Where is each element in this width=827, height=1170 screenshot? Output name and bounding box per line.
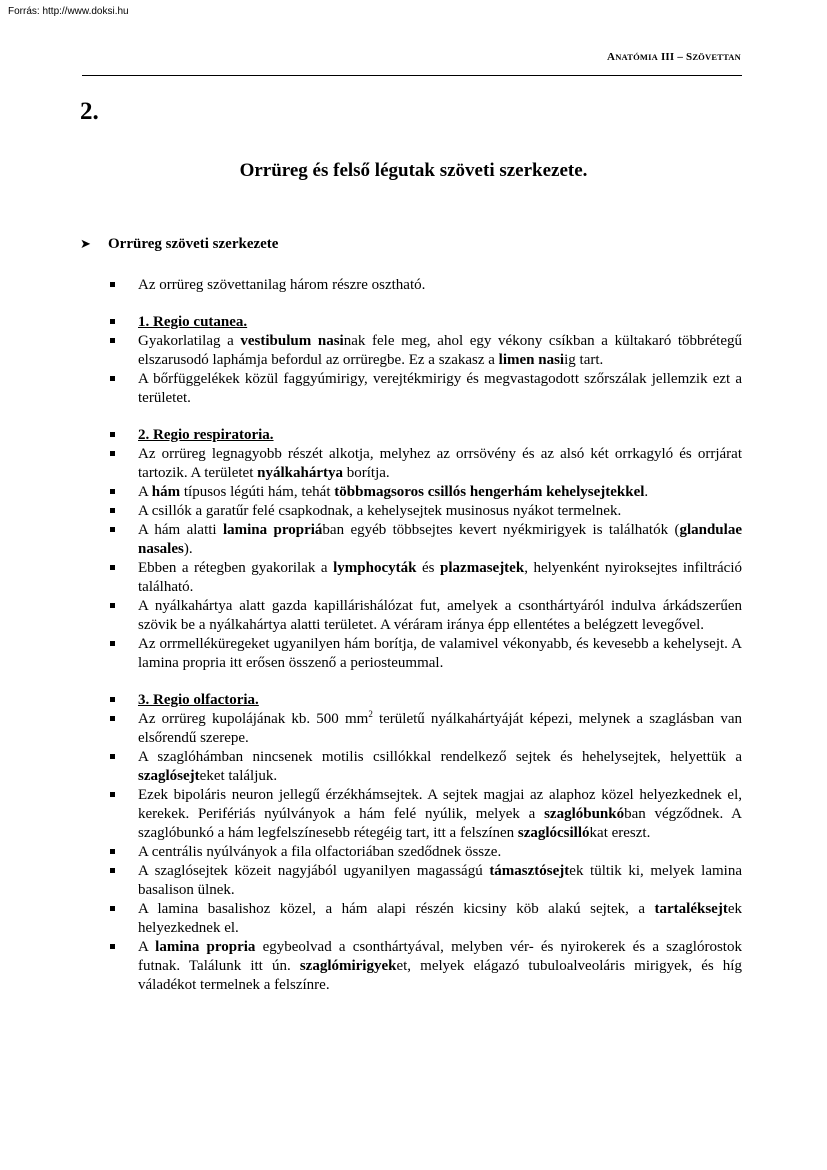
list-item: Az orrmelléküregeket ugyanilyen hám borítja, de valamivel vékonyabb, és kevesebb a kehelysejt. A lamina propria itt erősen összenő a periosteummal. — [110, 635, 742, 673]
list-item: Az orrüreg legnagyobb részét alkotja, melyhez az orrsövény és az alsó két orrkagyló és orrjárat tartozik. A területet nyálkahártya borítja. — [110, 445, 742, 483]
square-bullet-icon — [110, 376, 115, 381]
square-bullet-icon — [110, 527, 115, 532]
square-bullet-icon — [110, 432, 115, 437]
square-bullet-icon — [110, 338, 115, 343]
square-bullet-icon — [110, 451, 115, 456]
square-bullet-icon — [110, 792, 115, 797]
list-item: A nyálkahártya alatt gazda kapillárishálózat fut, amelyek a csonthártyáról indulva árkádszerűen szövik be a nyálkahártya alatti területet. A véráram iránya épp ellentétes a belégzett levegővel. — [110, 597, 742, 635]
list-item: A hám alatti lamina propriában egyéb többsejtes kevert nyékmirigyek is találhatók (glandulae nasales). — [110, 521, 742, 559]
square-bullet-icon — [110, 508, 115, 513]
list-item: Ezek bipoláris neuron jellegű érzékhámsejtek. A sejtek magjai az alaphoz közel helyezkednek el, kerekek. Perifériás nyúlványok a hám felé nyúlik, melyek a szaglóbunkóban végződnek. A szaglóbunkó a hám legfelszínesebb rétegéig tart, itt a felszínen szaglócsillókat ereszt. — [110, 786, 742, 843]
section-heading: ➤ Orrüreg szöveti szerkezete — [80, 236, 279, 252]
list-item: A centrális nyúlványok a fila olfactoriában szedődnek össze. — [110, 843, 742, 862]
square-bullet-icon — [110, 716, 115, 721]
list-item: A csillók a garatűr felé csapkodnak, a kehelysejtek musinosus nyákot termelnek. — [110, 502, 742, 521]
running-header: ANATÓMIA III – SZÖVETTAN — [607, 51, 741, 63]
list-item: A hám típusos légúti hám, tehát többmagsoros csillós hengerhám kehelysejtekkel. — [110, 483, 742, 502]
arrow-bullet-icon: ➤ — [80, 236, 91, 251]
square-bullet-icon — [110, 849, 115, 854]
source-note: Forrás: http://www.doksi.hu — [8, 6, 129, 17]
list-item: Gyakorlatilag a vestibulum nasinak fele meg, ahol egy vékony csíkban a kültakaró többrétegű elszarusodó laphámja befordul az orrüregbe. Ez a szakasz a limen nasiig tart. — [110, 332, 742, 370]
page-title: Orrüreg és felső légutak szöveti szerkezete. — [239, 160, 588, 181]
square-bullet-icon — [110, 697, 115, 702]
list-item: A szaglóhámban nincsenek motilis csillókkal rendelkező sejtek és hehelysejtek, helyettük a szaglósejteket találjuk. — [110, 748, 742, 786]
square-bullet-icon — [110, 282, 115, 287]
square-bullet-icon — [110, 868, 115, 873]
square-bullet-icon — [110, 754, 115, 759]
list-item-heading: 3. Regio olfactoria. — [110, 691, 742, 710]
square-bullet-icon — [110, 319, 115, 324]
square-bullet-icon — [110, 565, 115, 570]
list-item-heading: 2. Regio respiratoria. — [110, 426, 742, 445]
chapter-number: 2. — [80, 98, 99, 125]
list-item: A bőrfüggelékek közül faggyúmirigy, verejtékmirigy és megvastagodott szőrszálak jellemzik ezt a területet. — [110, 370, 742, 408]
header-rule — [82, 75, 742, 76]
list-item-heading: 1. Regio cutanea. — [110, 313, 742, 332]
square-bullet-icon — [110, 944, 115, 949]
list-item: A szaglósejtek közeit nagyjából ugyanilyen magasságú támasztósejtek tültik ki, melyek lamina basalison ülnek. — [110, 862, 742, 900]
list-item: Az orrüreg szövettanilag három részre osztható. — [110, 276, 742, 295]
list-item: A lamina propria egybeolvad a csonthártyával, melyben vér- és nyirokerek és a szaglórostok futnak. Találunk itt ún. szaglómirigyeket, melyek elágazó tubuloalveoláris mirigyek, és híg váladékot termelnek a felszínre. — [110, 938, 742, 995]
square-bullet-icon — [110, 489, 115, 494]
square-bullet-icon — [110, 906, 115, 911]
content-list — [110, 276, 742, 995]
square-bullet-icon — [110, 641, 115, 646]
list-item: Az orrüreg kupolájának kb. 500 $mm^2$ területű nyálkahártyáját képezi, melynek a szaglásban van elsőrendű szerepe. — [110, 710, 742, 748]
list-item: Ebben a rétegben gyakorilak a lymphocyták és plazmasejtek, helyenként nyiroksejtes infiltráció található. — [110, 559, 742, 597]
square-bullet-icon — [110, 603, 115, 608]
list-item: A lamina basalishoz közel, a hám alapi részén kicsiny köb alakú sejtek, a tartaléksejtek helyezkednek el. — [110, 900, 742, 938]
